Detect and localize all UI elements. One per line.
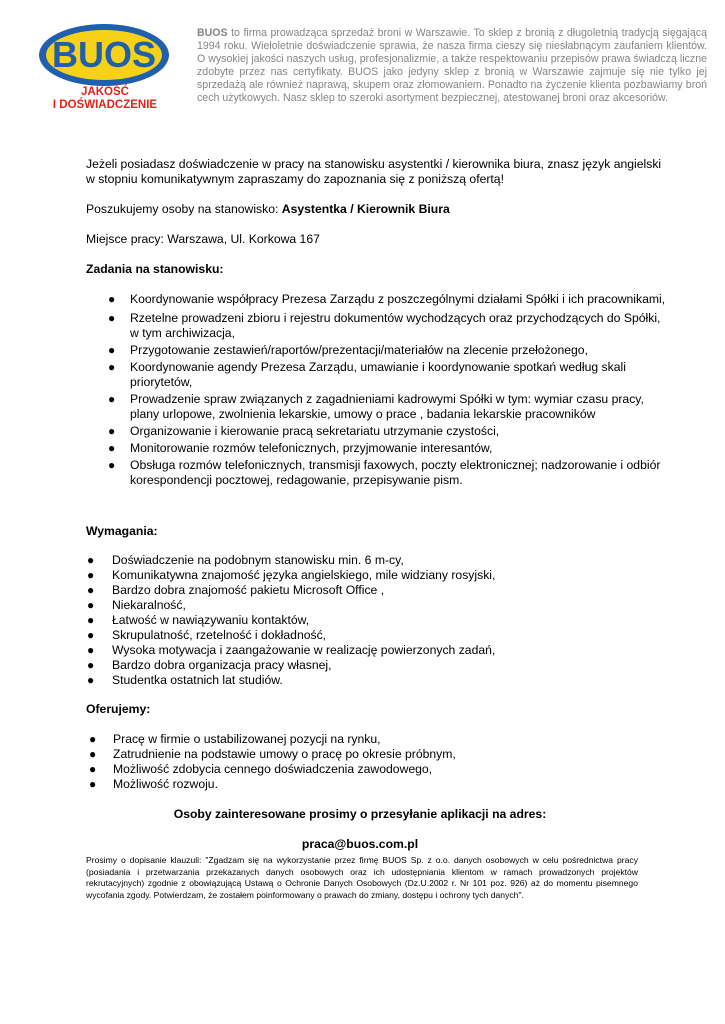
position-label: Poszukujemy osoby na stanowisko: (86, 202, 282, 216)
list-item-text: Doświadczenie na podobnym stanowisku min. 6 m-cy, (112, 553, 404, 567)
list-item-text: Przygotowanie zestawień/raportów/prezentacji/materiałów na zlecenie przełożonego, (130, 343, 588, 357)
bullet-icon: ● (87, 628, 95, 642)
list-item (87, 643, 666, 658)
requirements-list (86, 553, 666, 688)
list-item-text: Wysoka motywacja i zaangażowanie w realizację powierzonych zadań, (112, 643, 496, 657)
list-item-text: Niekaralność, (112, 598, 186, 612)
bullet-icon: ● (89, 732, 97, 746)
list-item-text: Komunikatywna znajomość języka angielskiego, mile widziany rosyjski, (112, 568, 496, 582)
position-line (86, 202, 666, 217)
list-item (89, 747, 666, 762)
offer-heading: Oferujemy: (86, 702, 151, 716)
bullet-icon: ● (108, 343, 116, 357)
company-name: BUOS (197, 27, 228, 39)
bullet-icon: ● (87, 568, 95, 582)
privacy-clause: Prosimy o dopisanie klauzuli: "Zgadzam się na wykorzystanie przez firmę BUOS Sp. z o.o. danych osobowych w celu pośrednictwa pracy (posiadania i przetwarzania przekazanych danych osobowych oraz ich udostępniania klientom w ramach prowadzonych projektów rekrutacyjnych) zgodnie z obowiązującą Ustawą o Ochronie Danych Osobowych (Dz.U.2002 r. Nr 101 poz. 926) aż do momentu pisemnego wycofania zgody. Potwierdzam, że zostałem poinformowany o prawach do zmiany, dostępu i ochrony tych danych". (86, 855, 638, 900)
list-item (87, 598, 666, 613)
list-item (108, 360, 666, 390)
logo-emblem (37, 22, 172, 88)
list-item-text: Łatwość w nawiązywaniu kontaktów, (112, 613, 310, 627)
bullet-icon: ● (108, 311, 116, 325)
work-location: Miejsce pracy: Warszawa, Ul. Korkowa 167 (86, 232, 320, 246)
offer-list (86, 732, 666, 792)
list-item (89, 762, 666, 777)
list-item-text: Pracę w firmie o ustabilizowanej pozycji na rynku, (113, 732, 381, 746)
list-item (108, 311, 666, 341)
company-description (197, 27, 707, 105)
list-item (87, 553, 666, 568)
list-item-text: Koordynowanie agendy Prezesa Zarządu, umawianie i koordynowanie spotkań według skali priorytetów, (130, 360, 626, 389)
position-title: Asystentka / Kierownik Biura (281, 202, 450, 216)
bullet-icon: ● (89, 747, 97, 761)
bullet-icon: ● (108, 392, 116, 406)
list-item-text: Monitorowanie rozmów telefonicznych, przyjmowanie interesantów, (130, 441, 493, 455)
logo-tagline-line1: JAKOŚĆ (81, 86, 129, 98)
list-item (108, 441, 666, 456)
bullet-icon: ● (108, 424, 116, 438)
bullet-icon: ● (108, 360, 116, 374)
bullet-icon: ● (87, 598, 95, 612)
list-item (87, 658, 666, 673)
bullet-icon: ● (89, 762, 97, 776)
logo-tagline (36, 86, 174, 111)
list-item (108, 458, 666, 488)
bullet-icon: ● (108, 441, 116, 455)
requirements-heading: Wymagania: (86, 524, 158, 538)
logo-text: BUOS (51, 34, 157, 75)
list-item (89, 777, 666, 792)
list-item-text: Zatrudnienie na podstawie umowy o pracę po okresie próbnym, (113, 747, 456, 761)
list-item-text: Możliwość rozwoju. (113, 777, 218, 791)
list-item-text: Bardzo dobra organizacja pracy własnej, (112, 658, 332, 672)
list-item-text: Prowadzenie spraw związanych z zagadnieniami kadrowymi Spółki w tym: wymiar czasu pracy, plany urlopowe, zwolnienia lekarskie, umowy o prace , badania lekarskie pracowników (130, 392, 644, 421)
application-call-to-action: Osoby zainteresowane prosimy o przesyłanie aplikacji na adres: (173, 807, 547, 821)
intro-paragraph: Jeżeli posiadasz doświadczenie w pracy na stanowisku asystentki / kierownika biura, znasz język angielski w stopniu komunikatywnym zapraszamy do zapoznania się z poniższą ofertą! (86, 157, 662, 186)
list-item (108, 392, 666, 422)
list-item-text: Studentka ostatnich lat studiów. (112, 673, 283, 687)
list-item (87, 613, 666, 628)
list-item (108, 424, 666, 439)
bullet-icon: ● (87, 613, 95, 627)
bullet-icon: ● (87, 583, 95, 597)
list-item-text: Skrupulatność, rzetelność i dokładność, (112, 628, 327, 642)
list-item-text: Koordynowanie współpracy Prezesa Zarządu z poszczególnymi działami Spółki i ich pracownikami, (130, 292, 666, 306)
list-item (87, 568, 666, 583)
list-item-text: Organizowanie i kierowanie pracą sekretariatu utrzymanie czystości, (130, 424, 500, 438)
logo-tagline-line2: I DOŚWIADCZENIE (52, 98, 158, 111)
list-item-text: Obsługa rozmów telefonicznych, transmisji faxowych, poczty elektronicznej; nadzorowanie i odbiór korespondencji pocztowej, redagowanie, przepisywanie pism. (130, 458, 661, 487)
list-item (87, 583, 666, 598)
bullet-icon: ● (87, 658, 95, 672)
company-description-text: to firma prowadząca sprzedaż broni w Warszawie. To sklep z bronią z długoletnią tradycją sięgającą 1994 roku. Wieloletnie doświadczenie sprawia, że nasza firma cieszy się niesłabnącym zaufaniem klientów. O wysokiej jakości naszych usług, profesjonalizmie, a także respektowaniu przepisów prawa świadczą liczne zdobyte przez nas certyfikaty. BUOS jako jedyny sklep z bronią w Warszawie zajmuje się nie tylko jej sprzedażą ale również naprawą, skupem oraz złomowaniem. Ponadto na życzenie klienta pozbawiamy broń cech użytkowych. Nasz sklep to szeroki asortyment bezpiecznej, atestowanej broni oraz akcesoriów. (197, 27, 707, 104)
tasks-heading: Zadania na stanowisku: (86, 262, 224, 276)
bullet-icon: ● (108, 292, 116, 306)
list-item (87, 673, 666, 688)
list-item-text: Bardzo dobra znajomość pakietu Microsoft Office , (112, 583, 385, 597)
list-item (108, 290, 666, 309)
tasks-list (86, 290, 666, 488)
list-item-text: Możliwość zdobycia cennego doświadczenia zawodowego, (113, 762, 433, 776)
list-item (89, 732, 666, 747)
bullet-icon: ● (87, 643, 95, 657)
bullet-icon: ● (87, 673, 95, 687)
list-item (108, 343, 666, 358)
contact-email[interactable]: praca@buos.com.pl (301, 837, 419, 851)
list-item-text: Rzetelne prowadzeni zbioru i rejestru dokumentów wychodzących oraz przychodzących do Spółki, w tym archiwizacja, (130, 311, 661, 340)
bullet-icon: ● (108, 458, 116, 472)
bullet-icon: ● (87, 553, 95, 567)
job-offer-content (86, 157, 666, 852)
list-item (87, 628, 666, 643)
bullet-icon: ● (89, 777, 97, 791)
